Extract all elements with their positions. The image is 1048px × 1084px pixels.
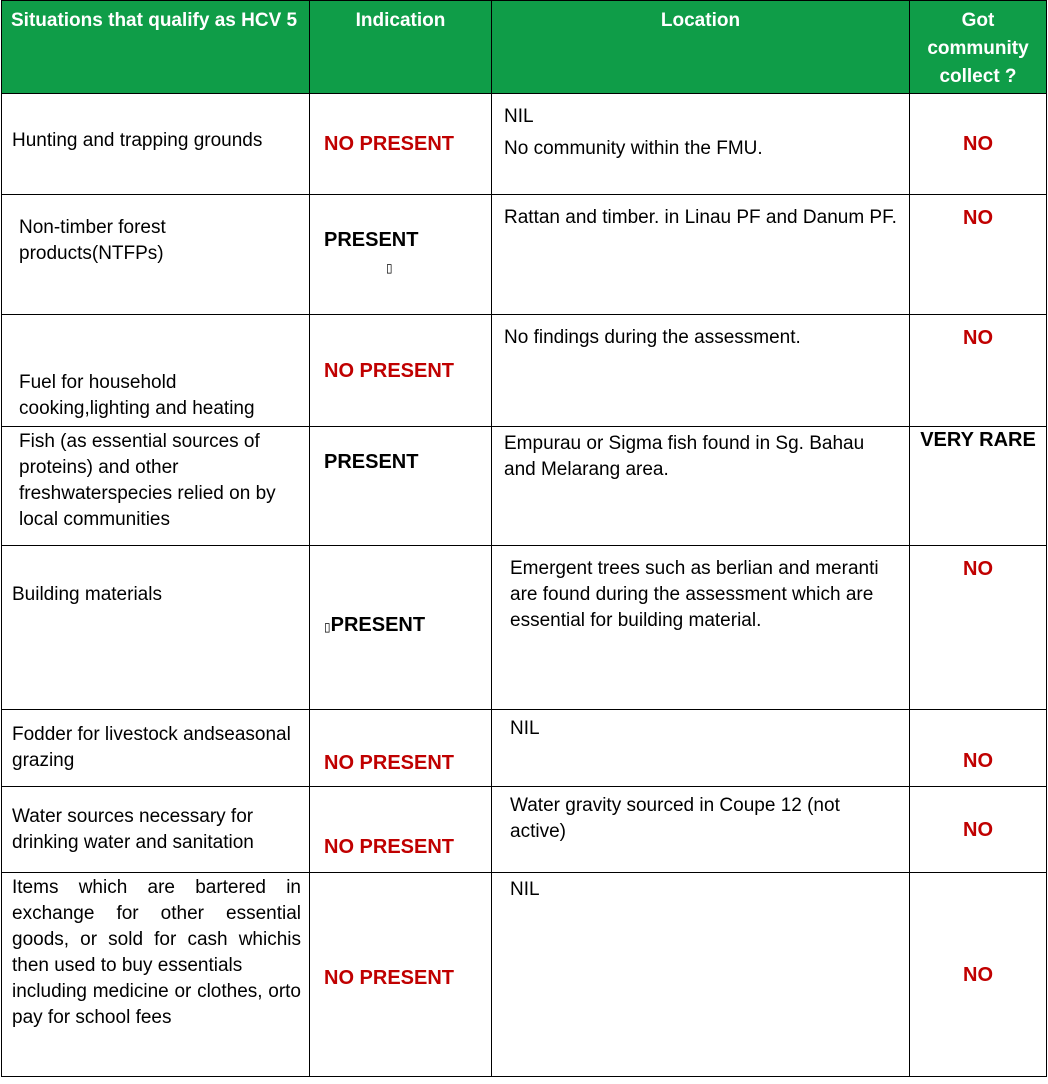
location-cell: Water gravity sourced in Coupe 12 (not active) [492, 787, 910, 873]
indication-cell: NO PRESENT [310, 873, 492, 1077]
got-cell: NO [910, 315, 1047, 427]
location-cell: NIL [492, 873, 910, 1077]
situation-cell: Hunting and trapping grounds [2, 94, 310, 195]
location-cell: Empurau or Sigma fish found in Sg. Bahau and Melarang area. [492, 427, 910, 546]
situation-cell: Water sources necessary for drinking water and sanitation [2, 787, 310, 873]
situation-cell [2, 873, 310, 1077]
table-row [2, 315, 1047, 427]
indication-cell [310, 195, 492, 315]
hcv5-table [1, 0, 1047, 1077]
location-cell: Rattan and timber. in Linau PF and Danum PF. [492, 195, 910, 315]
indication-cell [310, 546, 492, 710]
got-cell: NO [910, 94, 1047, 195]
table-row [2, 787, 1047, 873]
situation-cell: Fodder for livestock andseasonal grazing [2, 710, 310, 787]
location-cell [492, 94, 910, 195]
situation-cell: Building materials [2, 546, 310, 710]
situation-cell: Non-timber forest products(NTFPs) [2, 195, 310, 315]
table-row [2, 546, 1047, 710]
missing-glyph-icon: ▯ [386, 261, 393, 275]
situation-cell: Fuel for household cooking,lighting and heating [2, 315, 310, 427]
location-cell: No findings during the assessment. [492, 315, 910, 427]
indication-cell: NO PRESENT [310, 315, 492, 427]
table-row [2, 94, 1047, 195]
table-row [2, 873, 1047, 1077]
table-row [2, 195, 1047, 315]
got-cell: NO [910, 710, 1047, 787]
got-cell: NO [910, 195, 1047, 315]
header-indication: Indication [310, 1, 492, 94]
header-row [2, 1, 1047, 94]
header-situations: Situations that qualify as HCV 5 [2, 1, 310, 94]
header-got-community-collect: Got community collect ? [910, 1, 1047, 94]
header-location: Location [492, 1, 910, 94]
location-cell: NIL [492, 710, 910, 787]
situation-line: Items which are bartered in exchange for other essential goods, or sold for cash whichis then used to buy essentials [12, 877, 301, 976]
indication-cell: NO PRESENT [310, 787, 492, 873]
situation-cell: Fish (as essential sources of proteins) and other freshwaterspecies relied on by local communities [2, 427, 310, 546]
location-line: No community within the FMU. [504, 138, 763, 159]
location-line: NIL [504, 106, 534, 127]
got-cell: VERY RARE [910, 427, 1047, 546]
location-cell: Emergent trees such as berlian and meranti are found during the assessment which are essential for building material. [492, 546, 910, 710]
got-cell: NO [910, 546, 1047, 710]
indication-cell: PRESENT [310, 427, 492, 546]
got-cell: NO [910, 787, 1047, 873]
missing-glyph-icon: ▯ [324, 619, 331, 634]
indication-cell: NO PRESENT [310, 94, 492, 195]
indication-text: PRESENT [324, 229, 419, 251]
indication-cell: NO PRESENT [310, 710, 492, 787]
situation-line: including medicine or clothes, orto pay for school fees [12, 981, 301, 1028]
got-cell: NO [910, 873, 1047, 1077]
table-row [2, 427, 1047, 546]
table-row [2, 710, 1047, 787]
indication-text: PRESENT [330, 613, 426, 636]
